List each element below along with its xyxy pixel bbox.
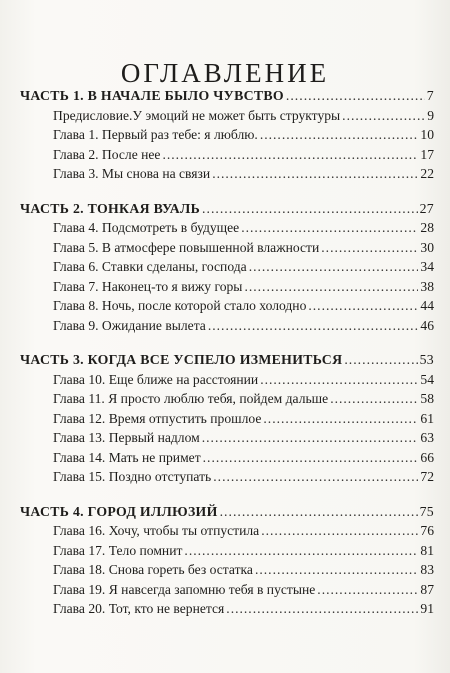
dot-leader bbox=[263, 409, 418, 429]
toc-entry bbox=[20, 218, 434, 238]
dot-leader bbox=[260, 370, 418, 390]
toc-entry-title: Глава 14. Мать не примет bbox=[53, 449, 201, 465]
toc-page-number: 34 bbox=[420, 259, 434, 274]
dot-leader bbox=[212, 164, 418, 184]
toc-entry-title: Глава 15. Поздно отступать bbox=[53, 469, 212, 484]
toc-entry-title: Глава 10. Еще ближе на расстоянии bbox=[53, 371, 259, 387]
toc-part-heading bbox=[20, 502, 434, 522]
toc-entry bbox=[20, 125, 434, 145]
toc-part bbox=[20, 86, 434, 184]
toc-entry bbox=[20, 164, 434, 184]
dot-leader bbox=[308, 296, 418, 316]
toc-page-number: 72 bbox=[420, 469, 434, 484]
toc-page-number: 7 bbox=[426, 88, 434, 103]
toc-entry-title: Глава 2. После нее bbox=[53, 146, 161, 162]
toc-entry bbox=[20, 580, 434, 600]
toc-entry bbox=[20, 560, 434, 580]
toc-part-heading bbox=[20, 86, 434, 106]
toc-page-number: 58 bbox=[420, 391, 434, 406]
toc-part bbox=[20, 350, 434, 487]
toc-part-title: ЧАСТЬ 1. В НАЧАЛЕ БЫЛО ЧУВСТВО bbox=[20, 88, 284, 103]
page-title: ОГЛАВЛЕНИЕ bbox=[120, 58, 330, 89]
dot-leader bbox=[260, 125, 419, 145]
dot-leader bbox=[208, 316, 419, 336]
toc-page-number: 91 bbox=[420, 601, 434, 616]
toc-entry bbox=[20, 296, 434, 316]
toc-page-number: 38 bbox=[420, 278, 434, 294]
toc-entry-title: Глава 5. В атмосфере повышенной влажности bbox=[53, 239, 320, 255]
toc-page-number: 44 bbox=[420, 298, 434, 313]
toc-part-title: ЧАСТЬ 3. КОГДА ВСЕ УСПЕЛО ИЗМЕНИТЬСЯ bbox=[20, 352, 343, 367]
toc-page-number: 76 bbox=[420, 523, 434, 538]
toc-entry-title: Глава 6. Ставки сделаны, господа bbox=[53, 259, 247, 274]
toc-entry-title: Глава 8. Ночь, после которой стало холодно bbox=[53, 298, 307, 313]
dot-leader bbox=[213, 467, 418, 487]
toc-entry-title: Глава 13. Первый надлом bbox=[53, 430, 200, 445]
toc-entry-title: Глава 12. Время отпустить прошлое bbox=[53, 410, 262, 426]
dot-leader bbox=[344, 350, 417, 370]
dot-leader bbox=[321, 238, 418, 258]
toc-entry bbox=[20, 389, 434, 409]
dot-leader bbox=[202, 199, 418, 219]
toc-entry bbox=[20, 599, 434, 619]
dot-leader bbox=[226, 599, 418, 619]
toc-entry bbox=[20, 467, 434, 487]
toc-entry-title: Глава 19. Я навсегда запомню тебя в пустыне bbox=[53, 581, 316, 597]
toc-entry bbox=[20, 106, 434, 126]
toc-page-number: 66 bbox=[420, 449, 434, 465]
dot-leader bbox=[241, 218, 418, 238]
toc-page-number: 83 bbox=[420, 562, 434, 577]
toc-page-number: 53 bbox=[419, 352, 434, 367]
toc-page-number: 81 bbox=[420, 542, 434, 558]
toc-entry bbox=[20, 428, 434, 448]
toc-page-number: 9 bbox=[427, 107, 434, 123]
toc-entry bbox=[20, 541, 434, 561]
toc-entry-title: Глава 4. Подсмотреть в будущее bbox=[53, 220, 240, 235]
toc-page-number: 27 bbox=[419, 200, 434, 216]
dot-leader bbox=[255, 560, 418, 580]
toc-page-number: 75 bbox=[419, 503, 434, 519]
toc-entry bbox=[20, 409, 434, 429]
toc-page-number: 46 bbox=[420, 317, 434, 333]
toc-part bbox=[20, 502, 434, 619]
toc-entry-title: Глава 1. Первый раз тебе: я люблю. bbox=[53, 127, 258, 142]
toc-entry-title: Глава 18. Снова гореть без остатка bbox=[53, 562, 253, 577]
dot-leader bbox=[286, 86, 425, 106]
toc-page-number: 22 bbox=[420, 166, 434, 181]
toc-entry-title: Глава 16. Хочу, чтобы ты отпустила bbox=[53, 523, 260, 538]
dot-leader bbox=[220, 502, 418, 522]
toc-entry-title: Глава 11. Я просто люблю тебя, пойдем дальше bbox=[53, 391, 329, 406]
toc-part-title: ЧАСТЬ 2. ТОНКАЯ ВУАЛЬ bbox=[20, 200, 201, 216]
toc-entry-title: Глава 7. Наконец-то я вижу горы bbox=[53, 278, 243, 294]
toc-page-number: 10 bbox=[420, 127, 434, 142]
dot-leader bbox=[203, 448, 419, 468]
toc-page-number: 28 bbox=[420, 220, 434, 235]
toc-page-number: 54 bbox=[420, 371, 434, 387]
dot-leader bbox=[202, 428, 419, 448]
toc-part-heading bbox=[20, 199, 434, 219]
toc-part-title: ЧАСТЬ 4. ГОРОД ИЛЛЮЗИЙ bbox=[20, 503, 218, 519]
toc-entry bbox=[20, 521, 434, 541]
dot-leader bbox=[330, 389, 418, 409]
dot-leader bbox=[244, 277, 418, 297]
toc-page-number: 61 bbox=[420, 410, 434, 426]
toc-page-number: 17 bbox=[420, 146, 434, 162]
dot-leader bbox=[317, 580, 418, 600]
toc-entry bbox=[20, 238, 434, 258]
table-of-contents bbox=[20, 86, 434, 634]
dot-leader bbox=[184, 541, 418, 561]
toc-entry bbox=[20, 277, 434, 297]
toc-entry bbox=[20, 145, 434, 165]
dot-leader bbox=[342, 106, 425, 126]
toc-entry-title: Глава 20. Тот, кто не вернется bbox=[53, 601, 225, 616]
toc-entry-title: Предисловие.У эмоций не может быть структуры bbox=[53, 107, 341, 123]
toc-entry-title: Глава 9. Ожидание вылета bbox=[53, 317, 206, 333]
toc-page-number: 30 bbox=[420, 239, 434, 255]
toc-page-number: 87 bbox=[420, 581, 434, 597]
toc-entry bbox=[20, 257, 434, 277]
dot-leader bbox=[261, 521, 418, 541]
toc-entry-title: Глава 3. Мы снова на связи bbox=[53, 166, 211, 181]
toc-entry bbox=[20, 370, 434, 390]
toc-entry bbox=[20, 316, 434, 336]
toc-part bbox=[20, 199, 434, 336]
toc-page-number: 63 bbox=[420, 430, 434, 445]
toc-part-heading bbox=[20, 350, 434, 370]
toc-entry-title: Глава 17. Тело помнит bbox=[53, 542, 183, 558]
dot-leader bbox=[162, 145, 418, 165]
dot-leader bbox=[249, 257, 419, 277]
toc-entry bbox=[20, 448, 434, 468]
